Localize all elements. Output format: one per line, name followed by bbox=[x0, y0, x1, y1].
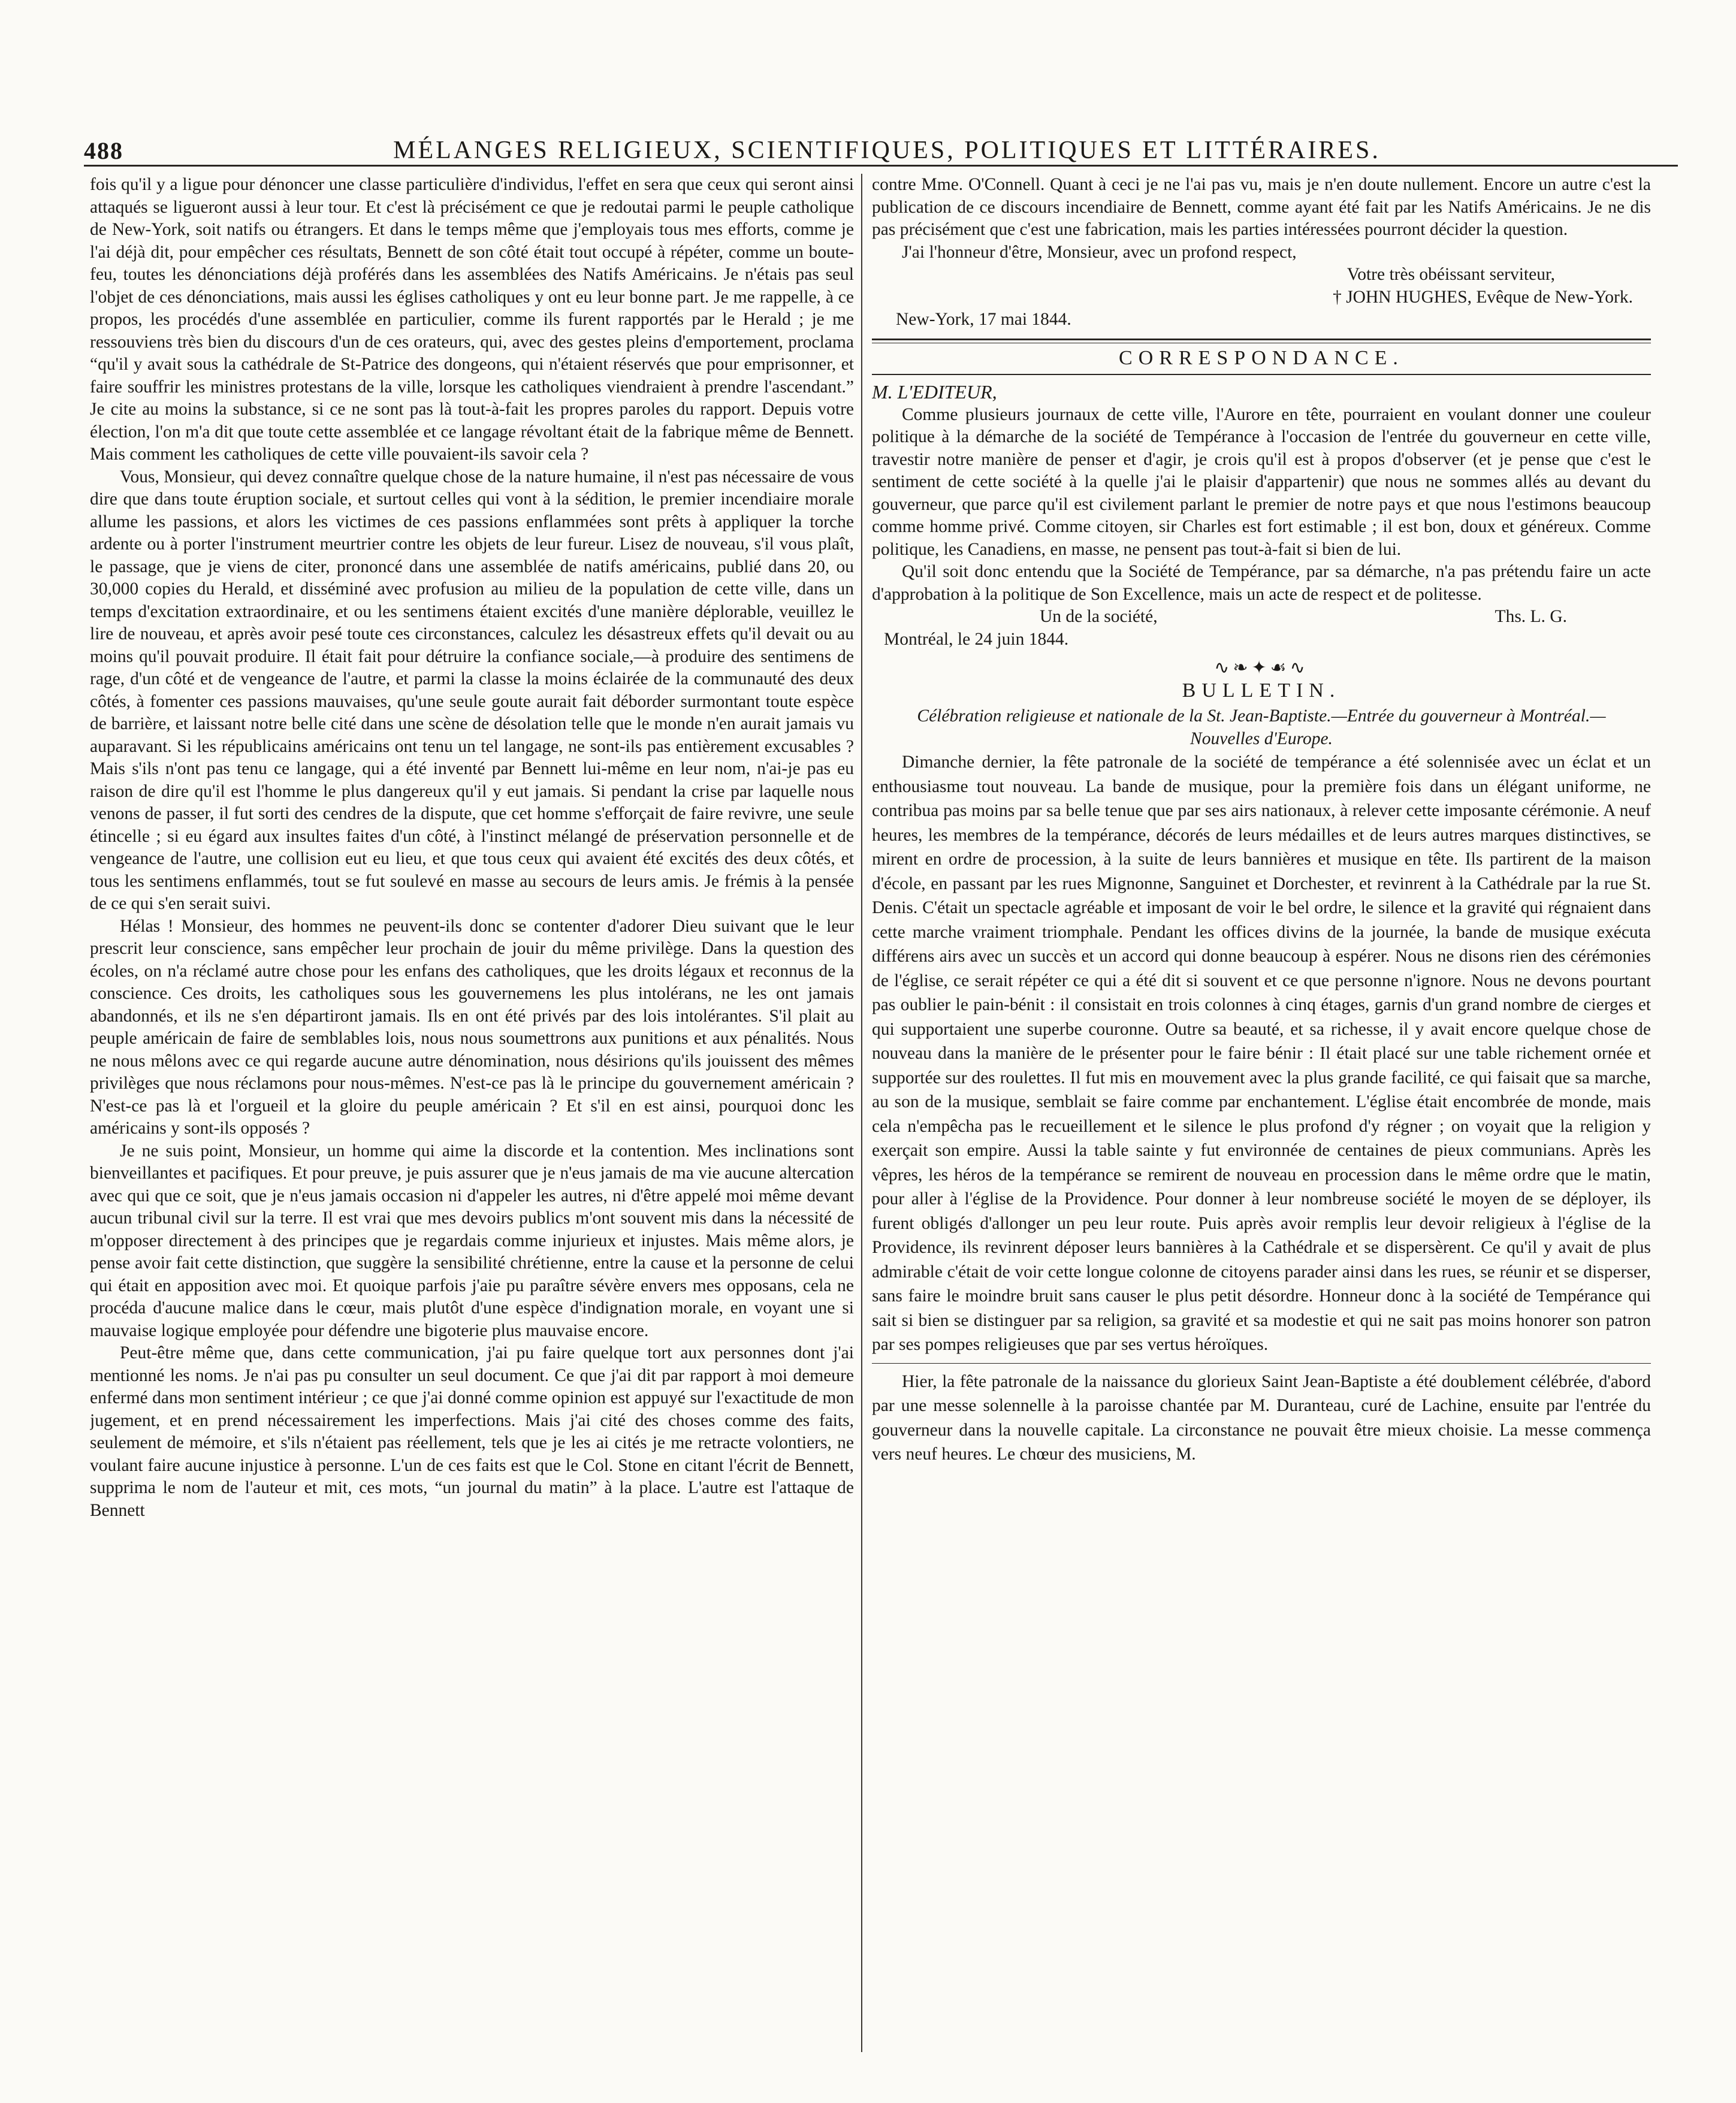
ornament-divider: ∿❧✦☙∿ bbox=[1214, 658, 1309, 678]
paragraph-rule bbox=[872, 1363, 1651, 1364]
correspondance-paragraph-1: Comme plusieurs journaux de cette ville, l'Aurore en tête, pourraient en voulant donner une couleur politique à la démarche de la société de Tempérance à l'occasion de l'entrée du gouverneur en cette ville, travestir notre manière de penser et d'agir, je crois qu'il est à propos d'observer (et je pense que c'est le sentiment de cette société à la quelle j'ai le plaisir d'appartenir) que nous ne sommes allés au devant du gouverneur, que parce qu'il est civilement parlant le premier de notre pays et que nous l'estimons beaucoup comme homme privé. Comme citoyen, sir Charles est fort estimable ; il est bon, doux et généreux. Comme politique, les Canadiens, en masse, ne pensent pas tout-à-fait si bien de lui. bbox=[872, 404, 1651, 559]
section-rule bbox=[872, 374, 1651, 375]
letter-valediction: Votre très obéissant serviteur, bbox=[1346, 265, 1555, 284]
letter-closing: J'ai l'honneur d'être, Monsieur, avec un profond respect, bbox=[902, 242, 1297, 262]
correspondance-signature-name: Un de la société, bbox=[1040, 607, 1158, 626]
left-column bbox=[90, 174, 854, 2055]
bulletin-subtitle: Célébration religieuse et nationale de la St. Jean-Baptiste.—Entrée du gouverneur à Montréal.—Nouvelles d'Europe. bbox=[917, 706, 1606, 748]
correspondance-dateline: Montréal, le 24 juin 1844. bbox=[884, 629, 1069, 649]
running-title: MÉLANGES RELIGIEUX, SCIENTIFIQUES, POLITIQUES ET LITTÉRAIRES. bbox=[393, 137, 1381, 164]
letter-dateline: New-York, 17 mai 1844. bbox=[896, 310, 1071, 329]
right-column bbox=[872, 174, 1651, 2055]
correspondance-signature-initials: Ths. L. G. bbox=[1495, 607, 1567, 626]
page-header bbox=[84, 123, 1678, 167]
bulletin-paragraph-1: Dimanche dernier, la fête patronale de la société de tempérance a été solennisée avec un éclat et un enthousiasme tout nouveau. La bande de musique, pour la première fois dans un élégant uniforme, ne contribua pas moins par sa belle tenue que par ses airs nationaux, à relever cette imposante cérémonie. A neuf heures, les membres de la tempérance, décorés de leurs médailles et de leurs autres marques distinctives, se mirent en ordre de procession, à la suite de leurs bannières et musique en tête. Ils partirent de la maison d'école, en passant par les rues Mignonne, Sanguinet et Dorchester, et revinrent à la Cathédrale par la rue St. Denis. C'était un spectacle agréable et imposant de voir le bel ordre, le silence et la gravité qui régnaient dans cette marche vraiment triomphale. Pendant les offices divins de la journée, la bande de musique exécuta différens airs avec un succès et un accord qui donne beaucoup à espérer. Nous ne disons rien des cérémonies de l'église, ce serait répéter ce qui a été dit si souvent et ce que personne n'ignore. Nous ne devons pourtant pas oublier le pain-bénit : il consistait en trois colonnes à cinq étages, garnis d'un grand nombre de cierges et qui supportaient une superbe couronne. Outre sa beauté, et sa richesse, il y avait encore quelque chose de nouveau dans la manière de le présenter pour le faire bénir : Il était placé sur une table richement ornée et supportée sur des roulettes. Il fut mis en mouvement avec la plus grande facilité, ce qui faisait que sa marche, au son de la musique, semblait se faire comme par enchantement. L'église était encombrée de monde, mais cela n'empêcha pas le recueillement et le silence le plus profond d'y régner ; on voyait que la religion y exerçait son empire. Aussi la table sainte y fut environnée de centaines de pieux communians. Après les vêpres, les héros de la tempérance se remirent de nouveau en procession dans le même ordre que le matin, pour aller à l'église de la Providence. Pour donner à leur nombreuse société le moyen de se déployer, ils furent obligés d'allonger un peu leur route. Puis après avoir remplis leur devoir religieux à l'église de la Providence, ils revinrent déposer leurs bannières à la Cathédrale et se dispersèrent. Ce qu'il y avait de plus admirable c'était de voir cette longue colonne de citoyens parader ainsi dans les rues, se réunir et se disperser, sans faire le moindre bruit sans causer le plus petit désordre. Honneur donc à la société de Tempérance qui sait si bien se distinguer par sa religion, sa gravité et sa modestie et qui ne sait pas moins honorer son patron par ses pompes religieuses que par ses vertus héroïques. bbox=[872, 753, 1651, 1354]
letter-signature: † JOHN HUGHES, Evêque de New-York. bbox=[1333, 287, 1633, 307]
bulletin-heading: BULLETIN. bbox=[1182, 679, 1341, 702]
left-paragraph-5: Peut-être même que, dans cette communication, j'ai pu faire quelque tort aux personnes dont j'ai mentionné les noms. Je n'ai pas pu consulter un seul document. Ce que j'ai dit par rapport à moi demeure enfermé dans mon sentiment intérieur ; ce que j'ai donné comme opinion est appuyé sur l'exactitude de mon jugement, et en prend nécessairement les imperfections. Mais j'ai cité des choses comme des faits, seulement de mémoire, et s'ils n'étaient pas réellement, tels que je les ai cités je me retracte volontiers, ne voulant faire aucune injustice à personne. L'un de ces faits est que le Col. Stone en citant l'écrit de Bennett, supprima le nom de l'auteur et mit, ces mots, “un journal du matin” à la place. L'autre est l'attaque de Bennett bbox=[90, 1343, 854, 1520]
correspondance-paragraph-2: Qu'il soit donc entendu que la Société de Tempérance, par sa démarche, n'a pas prétendu faire un acte d'approbation à la politique de Son Excellence, mais un acte de respect et de politesse. bbox=[872, 562, 1651, 604]
bulletin-paragraph-2: Hier, la fête patronale de la naissance du glorieux Saint Jean-Baptiste a été doublement célébrée, d'abord par une messe solennelle à la paroisse chantée par M. Duranteau, curé de Lachine, ensuite par l'entrée du gouverneur dans la nouvelle capitale. La circonstance ne pouvait être mieux choisie. La messe commença vers neuf heures. Le chœur des musiciens, M. bbox=[872, 1371, 1651, 1464]
left-paragraph-2: Vous, Monsieur, qui devez connaître quelque chose de la nature humaine, il n'est pas nécessaire de vous dire que dans toute éruption sociale, et surtout celles qui vont à la sédition, le premier incendiaire morale allume les passions, et alors les victimes de ces passions enflammées sont prêts à appliquer la torche ardente ou à porter l'instrument meurtrier contre les objets de leur fureur. Lisez de nouveau, s'il vous plaît, le passage, que je viens de citer, prononcé dans une assemblée de natifs américains, publié dans 20, ou 30,000 copies du Herald, et disséminé avec profusion au milieu de la population de cette ville, dans un temps d'excitation extraordinaire, et ou les sentimens étaient excités d'une manière déplorable, veuillez le lire de nouveau, et après avoir pesé toute ces circonstances, calculez les désastreux effets qu'il devait ou au moins qu'il pouvait produire. Il était fait pour détruire la confiance sociale,—à produire des sentimens de rage, d'un côté et de vengeance de l'autre, et parmi la classe la moins éclairée de la communauté des deux côtés, à fomenter ces passions mauvaises, qu'une seule goute aurait fait déborder surmontant toute espèce de barrière, et laissant notre belle cité dans une scène de désolation telle que le monde n'en aurait jamais vu auparavant. Si les républicains américains ont tenu un tel langage, ne sont-ils pas entièrement excusables ? Mais s'ils n'ont pas tenu ce langage, qui a été inventé par Bennett lui-même en leur nom, n'ai-je pas eu raison de dire qu'il est l'homme le plus dangereux qu'il y eut jamais. Si pendant la crise par laquelle nous venons de passer, il fut sorti des cendres de la dispute, que cet homme s'efforçait de faire revivre, une seule étincelle ; si eu égard aux insultes faites d'un côté, à l'instinct mélangé de préservation personnelle et de vengeance de l'autre, une collision eut eu lieu, et que tous ceux qui avaient été excités des deux côtés, et tous les sentimens enflammés, tout se fut soulevé en masse au secours de leurs amis. Je frémis à la pensée de ce qui s'en serait suivi. bbox=[90, 467, 854, 913]
section-rule bbox=[872, 339, 1651, 343]
correspondance-addressee: M. L'EDITEUR, bbox=[872, 381, 997, 403]
page-number: 488 bbox=[84, 137, 123, 164]
column-divider bbox=[861, 174, 862, 2052]
left-paragraph-3: Hélas ! Monsieur, des hommes ne peuvent-ils donc se contenter d'adorer Dieu suivant que le leur prescrit leur conscience, sans empêcher leur prochain de jouir du même privilège. Dans la question des écoles, on n'a réclamé autre chose pour les enfans des catholiques, que les droits légaux et reconnus de la conscience. Ces droits, les catholiques sous les gouvernemens les plus intolérans, ne les ont jamais abandonnés, et ils ne s'en départiront jamais. Ils en ont été privés par des lois intolérantes. S'il plait au peuple américain de faire de semblables lois, nous nous soumettrons aux punitions et aux pénalités. Nous ne nous mêlons avec ce qui regarde aucune autre dénomination, nous désirions qu'ils jouissent des mêmes privilèges que nous réclamons pour nous-mêmes. N'est-ce pas là le principe du gouvernement américain ? N'est-ce pas là et l'orgueil et la gloire du peuple américain ? Et s'il en est ainsi, pourquoi donc les américains y sont-ils opposés ? bbox=[90, 916, 854, 1138]
left-paragraph-4: Je ne suis point, Monsieur, un homme qui aime la discorde et la contention. Mes inclinations sont bienveillantes et pacifiques. Et pour preuve, je puis assurer que je n'eus jamais de ma vie aucune altercation avec qui que ce soit, que je n'eus jamais occasion ni d'appeler les autres, ni d'être appelé moi même devant aucun tribunal civil sur la terre. Il est vrai que mes devoirs publics m'ont souvent mis dans la nécessité de m'opposer directement à des principes que je regardais comme injurieux et injustes. Mais même alors, je pense avoir fait cette distinction, que suggère la sensibilité chrétienne, entre la cause et la personne de celui qui était en apposition avec moi. Et quoique parfois j'aie pu paraître sévère envers mes opposans, cela ne procéda d'aucune malice dans le cœur, mais plutôt d'une espèce d'indignation morale, en voyant une si mauvaise logique employée pour défendre une bigoterie plus mauvaise encore. bbox=[90, 1141, 854, 1340]
left-paragraph-1: fois qu'il y a ligue pour dénoncer une classe particulière d'individus, l'effet en sera que ceux qui seront ainsi attaqués se ligueront aussi à leur tour. Et c'est là précisément ce que je redoutai parmi le peuple catholique de New-York, soit natifs ou étrangers. Et dans le temps même que j'employais tous mes efforts, comme je l'ai déjà dit, pour empêcher ces résultats, Bennett de son côté était tout occupé à répéter, comme un boute-feu, toutes les dénonciations déjà proférés dans les assemblées des Natifs Américains. Je n'étais pas seul l'objet de ces dénonciations, mais aussi les églises catholiques y ont eu leur bonne part. Je me rappelle, à ce propos, les procédés d'une assemblée en particulier, comme ils furent rapportés par le Herald ; je me ressouviens très bien du discours d'un de ces orateurs, qui, avec des gestes pleins d'emportement, proclama “qu'il y avait sous la cathédrale de St-Patrice des dongeons, qui n'étaient réservés que pour emprisonner, et faire souffrir les ministres protestans de la ville, lorsque les catholiques viendraient à prendre l'ascendant.” Je cite au moins la substance, si ce ne sont pas là tout-à-fait les propres paroles du rapport. Depuis votre élection, l'on m'a dit que toute cette assemblée et ce langage révoltant était de la fabrique même de Bennett. Mais comment les catholiques de cette ville pouvaient-ils savoir cela ? bbox=[90, 175, 854, 464]
letter-ending: contre Mme. O'Connell. Quant à ceci je ne l'ai pas vu, mais je n'en doute nullement. Encore un autre c'est la publication de ce discours incendiaire de Bennett, comme ayant été fait par les Natifs Américains. Je ne dis pas précisément que c'est une fabrication, mais les parties intéressées pourront décider la question. bbox=[872, 175, 1651, 239]
correspondance-signature bbox=[872, 606, 1651, 629]
correspondance-heading: CORRESPONDANCE. bbox=[1119, 346, 1404, 369]
